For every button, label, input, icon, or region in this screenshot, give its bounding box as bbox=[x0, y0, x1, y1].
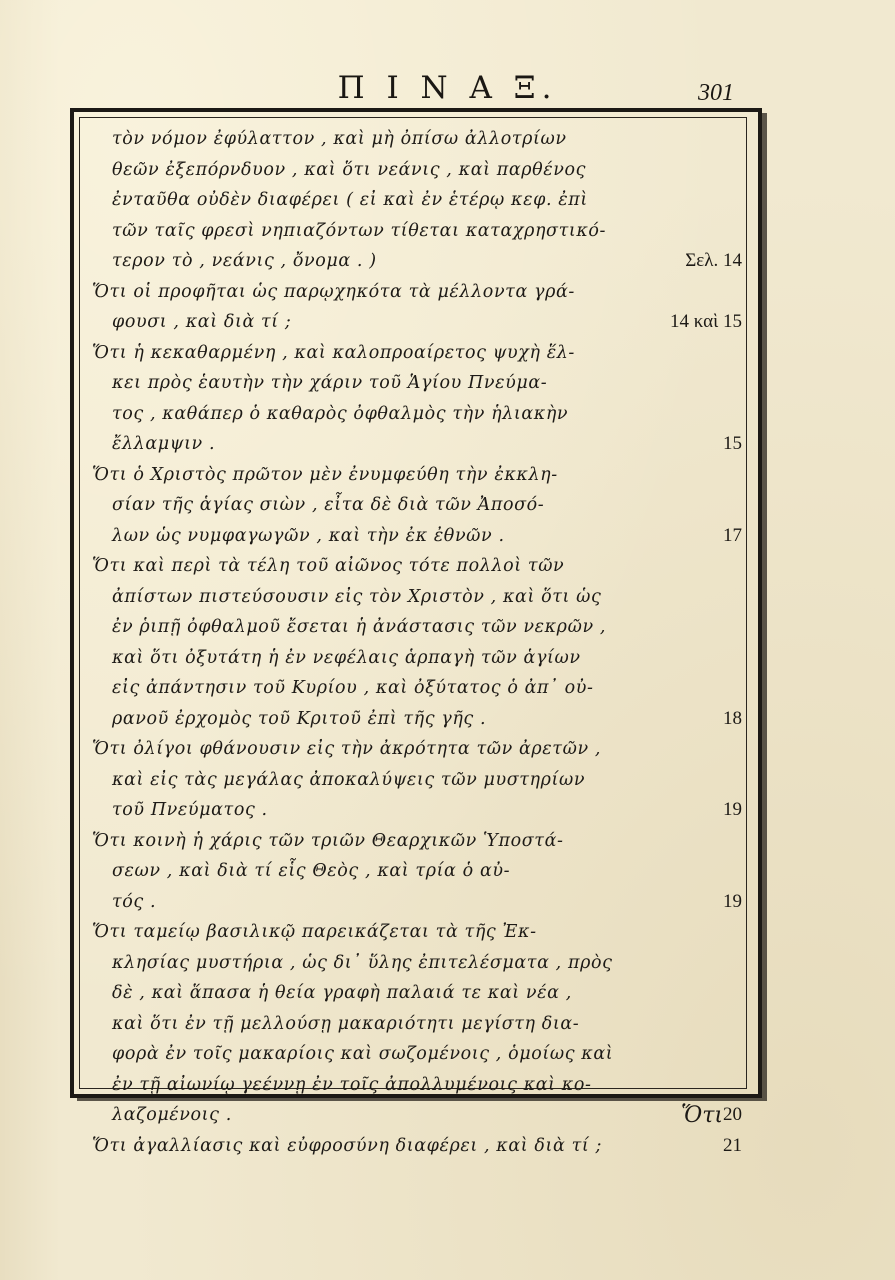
entry-line: ἀπίστων πιστεύσουσιν εἰς τὸν Χριστὸν , καὶ ὅτι ὡς bbox=[112, 586, 602, 607]
entry-line: κει πρὸς ἑαυτὴν τὴν χάριν τοῦ Ἁγίου Πνεύμα- bbox=[112, 373, 548, 393]
entry-line: ἔλλαμψιν . bbox=[112, 434, 216, 454]
entry-page-ref: 21 bbox=[723, 1134, 742, 1156]
entry-line: καὶ εἰς τὰς μεγάλας ἀποκαλύψεις τῶν μυστηρίων bbox=[112, 769, 586, 790]
entry-line: τος , καθάπερ ὁ καθαρὸς ὀφθαλμὸς τὴν ἡλιακὴν bbox=[112, 403, 569, 424]
entry-line: Ὅτι ἀγαλλίασις καὶ εὐφροσύνη διαφέρει , καὶ διὰ τί ; bbox=[92, 1135, 602, 1156]
index-entry bbox=[92, 460, 742, 552]
entry-line: εἰς ἀπάντησιν τοῦ Κυρίου , καὶ ὀξύτατος ὁ ἀπ᾽ οὐ- bbox=[112, 678, 594, 698]
running-title: Π Ι Ν Α Ξ. bbox=[337, 70, 558, 106]
entry-page-ref: 19 bbox=[723, 799, 742, 820]
entry-line: Ὅτι ἡ κεκαθαρμένη , καὶ καλοπροαίρετος ψυχὴ ἕλ- bbox=[92, 342, 575, 363]
entry-line: λων ὡς νυμφαγωγῶν , καὶ τὴν ἐκ ἐθνῶν . bbox=[112, 525, 505, 546]
entry-line: φορὰ ἐν τοῖς μακαρίοις καὶ σωζομένοις , ὁμοίως καὶ bbox=[112, 1044, 614, 1064]
index-entry bbox=[92, 826, 742, 918]
entry-page-ref: 14 καὶ 15 bbox=[670, 311, 742, 332]
index-entry bbox=[92, 277, 742, 338]
entry-line: ἐνταῦθα οὐδὲν διαφέρει ( εἰ καὶ ἐν ἑτέρῳ κεφ. ἐπὶ bbox=[112, 190, 588, 210]
entry-line: Ὅτι ὁ Χριστὸς πρῶτον μὲν ἐνυμφεύθη τὴν ἐκκλη- bbox=[92, 464, 558, 485]
index-entry bbox=[92, 917, 742, 1131]
entry-line: καὶ ὅτι ἐν τῇ μελλούσῃ μακαριότητι μεγίστη δια- bbox=[112, 1013, 580, 1034]
entry-line: ἐν τῇ αἰωνίῳ γεέννῃ ἐν τοῖς ἀπολλυμένοις καὶ κο- bbox=[112, 1074, 592, 1095]
index-entry bbox=[92, 734, 742, 826]
entry-line: τῶν ταῖς φρεσὶ νηπιαζόντων τίθεται καταχρηστικό- bbox=[112, 220, 607, 241]
entry-page-ref: 19 bbox=[723, 890, 742, 912]
entry-line: ρανοῦ ἐρχομὸς τοῦ Κριτοῦ ἐπὶ τῆς γῆς . bbox=[112, 708, 487, 729]
index-entries bbox=[92, 124, 742, 1161]
entry-line: δὲ , καὶ ἅπασα ἡ θεία γραφὴ παλαιά τε καὶ νέα , bbox=[112, 983, 572, 1003]
entry-page-ref: 20 bbox=[723, 1104, 742, 1125]
entry-line: καὶ ὅτι ὀξυτάτη ἡ ἐν νεφέλαις ἁρπαγὴ τῶν ἁγίων bbox=[112, 647, 581, 668]
index-entry bbox=[92, 551, 742, 734]
entry-line: λαζομένοις . bbox=[112, 1105, 232, 1125]
entry-line: Ὅτι ταμείῳ βασιλικῷ παρεικάζεται τὰ τῆς Ἐκ- bbox=[92, 922, 537, 942]
index-entry bbox=[92, 1131, 742, 1162]
page-number: 301 bbox=[698, 80, 734, 106]
entry-line: κλησίας μυστήρια , ὡς δι᾽ ὕλης ἐπιτελέσματα , πρὸς bbox=[112, 952, 613, 973]
index-entry bbox=[92, 338, 742, 460]
entry-line: τερον τὸ , νεάνις , ὄνομα . ) bbox=[112, 251, 377, 271]
entry-page-ref: 15 bbox=[723, 433, 742, 454]
entry-line: Ὅτι οἱ προφῆται ὡς παρῳχηκότα τὰ μέλλοντα γρά- bbox=[92, 281, 575, 302]
entry-page-ref: 18 bbox=[723, 707, 742, 729]
entry-page-ref: Σελ. 14 bbox=[685, 250, 742, 271]
catchword: Ὅτι bbox=[681, 1103, 724, 1128]
entry-line: τὸν νόμον ἐφύλαττον , καὶ μὴ ὀπίσω ἀλλοτρίων bbox=[112, 129, 567, 149]
entry-line: φουσι , καὶ διὰ τί ; bbox=[112, 312, 292, 332]
entry-line: Ὅτι κοινὴ ἡ χάρις τῶν τριῶν Θεαρχικῶν Ὑποστά- bbox=[92, 830, 564, 851]
entry-line: ἐν ῥιπῇ ὀφθαλμοῦ ἔσεται ἡ ἀνάστασις τῶν νεκρῶν , bbox=[112, 617, 607, 637]
entry-line: τοῦ Πνεύματος . bbox=[112, 800, 268, 820]
entry-line: σεων , καὶ διὰ τί εἷς Θεὸς , καὶ τρία ὁ αὐ- bbox=[112, 861, 511, 881]
entry-line: Ὅτι καὶ περὶ τὰ τέλη τοῦ αἰῶνος τότε πολλοὶ τῶν bbox=[92, 556, 565, 576]
entry-line: σίαν τῆς ἁγίας σιὼν , εἶτα δὲ διὰ τῶν Ἀποσό- bbox=[112, 495, 545, 515]
entry-line: τός . bbox=[112, 891, 157, 912]
index-entry bbox=[92, 124, 742, 277]
entry-line: Ὅτι ὀλίγοι φθάνουσιν εἰς τὴν ἀκρότητα τῶν ἀρετῶν , bbox=[92, 739, 602, 759]
entry-page-ref: 17 bbox=[723, 524, 742, 546]
entry-line: θεῶν ἐξεπόρνδυον , καὶ ὅτι νεάνις , καὶ παρθένος bbox=[112, 159, 587, 180]
